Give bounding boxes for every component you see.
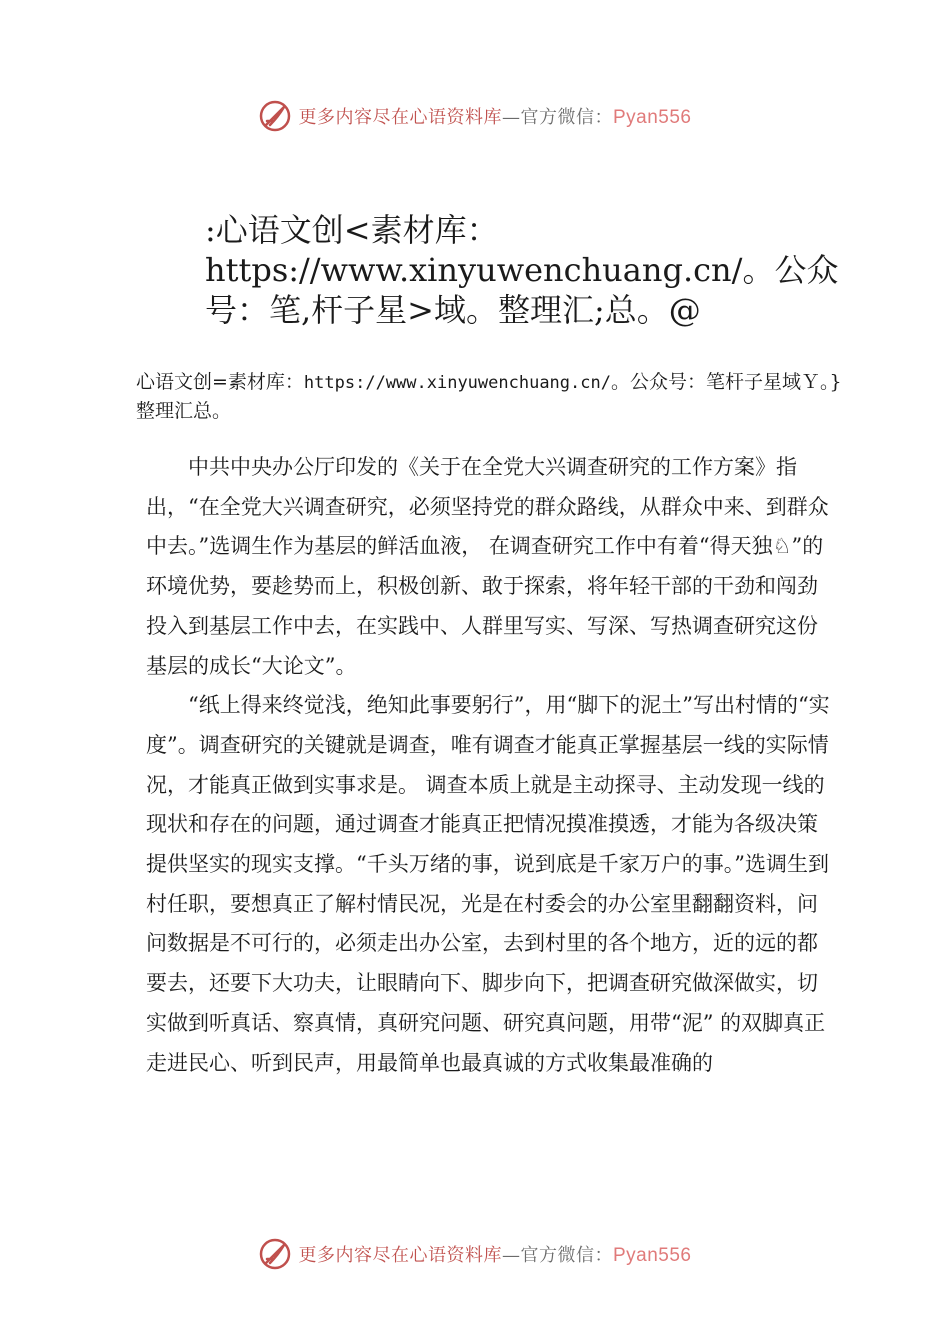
- quill-logo-icon: [258, 1237, 292, 1271]
- banner-dash: —: [501, 107, 521, 128]
- banner-dash: —: [501, 1245, 521, 1266]
- footer-banner: [0, 1234, 950, 1274]
- quill-logo-icon: [258, 99, 292, 133]
- banner-text: [298, 1241, 691, 1267]
- banner-wechat-id: Pyan556: [612, 107, 692, 128]
- banner-wechat-label: 官方微信：: [520, 1245, 613, 1266]
- banner-main-text: 更多内容尽在心语资料库: [298, 107, 502, 128]
- source-line: [136, 368, 856, 425]
- banner-text: [298, 103, 691, 129]
- banner-wechat-id: Pyan556: [612, 1245, 692, 1266]
- paragraph: “纸上得来终觉浅，绝知此事要躬行”，用“脚下的泥土”写出村情的“实度”。调查研究的关键就是调查，唯有调查才能真正掌握基层一线的实际情况，才能真正做到实事求是。 调查本质上就是主动探寻、主动发现一线的现状和存在的问题，通过调查才能真正把情况摸准摸透，才能为各级决策提供坚实的现实支撑。“千头万绪的事，说到底是千家万户的事。”选调生到村任职，要想真正了解村情民况，光是在村委会的办公室里翻翻资料，问问数据是不可行的，必须走出办公室，去到村里的各个地方，近的远的都要去，还要下大功夫，让眼睛向下、脚步向下，把调查研究做深做实，切实做到听真话、察真情，真研究问题、研究真问题，用带“泥” 的双脚真正走进民心、听到民声，用最简单也最真诚的方式收集最准确的: [146, 693, 830, 1075]
- banner-wechat-label: 官方微信：: [520, 107, 613, 128]
- source-line-part2: 。公众号：笔杆子星域Ｙ。}整理汇总。: [136, 371, 842, 422]
- document-body: [146, 448, 836, 1083]
- header-banner: [0, 96, 950, 136]
- banner-main-text: 更多内容尽在心语资料库: [298, 1245, 502, 1266]
- document-heading: :心语文创<素材库：https://www.xinyuwenchuang.cn/。公众号：笔,杆子星>域。整理汇;总。@: [205, 211, 839, 329]
- source-url: https://www.xinyuwenchuang.cn/: [303, 373, 611, 393]
- source-line-part1: 心语文创=素材库：: [136, 371, 304, 393]
- paragraph: 中共中央办公厅印发的《关于在全党大兴调查研究的工作方案》指出，“在全党大兴调查研究，必须坚持党的群众路线，从群众中来、到群众中去。”选调生作为基层的鲜活血液， 在调查研究工作中有着“得天独♘”的环境优势，要趁势而上，积极创新、敢于探索，将年轻干部的干劲和闯劲投入到基层工作中去，在实践中、人群里写实、写深、写热调查研究这份基层的成长“大论文”。: [146, 455, 829, 678]
